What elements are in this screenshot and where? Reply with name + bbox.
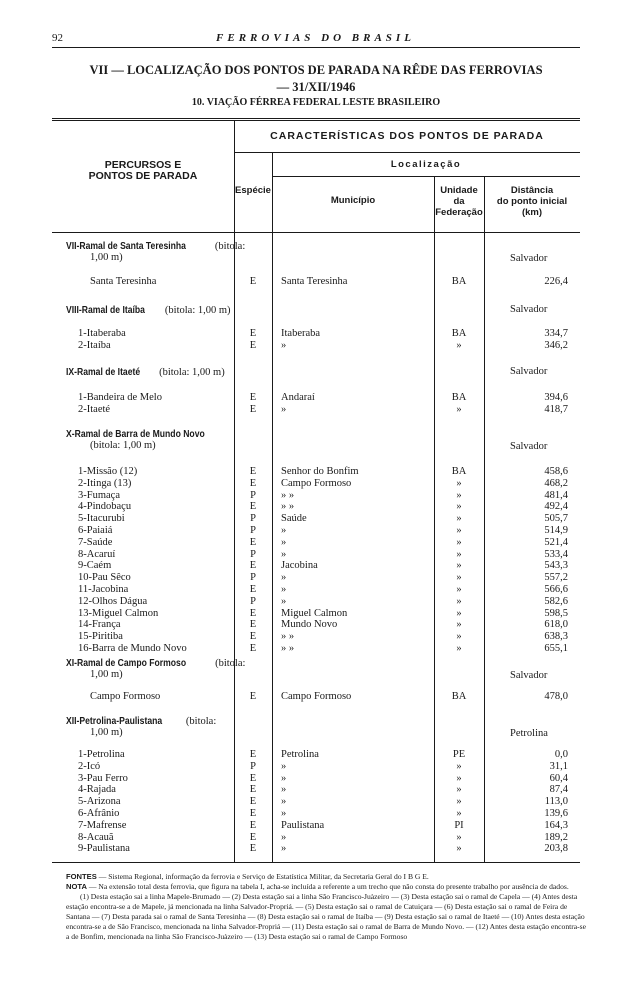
station-name: 8-Acauã	[78, 831, 114, 843]
station-especie: E	[249, 276, 257, 287]
station-name: 1-Bandeira de Melo	[78, 392, 162, 403]
header-especie: Espécie	[235, 185, 271, 196]
station-especie: E	[249, 819, 257, 831]
section-origin: Salvador	[510, 253, 548, 264]
station-km: 557,2	[544, 572, 568, 584]
station-name: 8-Acaruí	[78, 548, 116, 560]
station-municipio: »	[281, 339, 287, 351]
section-origin: Petrolina	[510, 728, 548, 739]
station-name: 4-Pindobaçu	[78, 501, 132, 513]
station-uf: BA	[451, 392, 467, 403]
caracteristicas-rule	[234, 152, 580, 153]
station-municipio: Andaraí	[281, 392, 315, 403]
station-municipio: » »	[281, 501, 295, 513]
station-especie: P	[250, 572, 256, 584]
station-especie: E	[249, 784, 257, 796]
station-name: 6-Afrânio	[78, 808, 120, 819]
station-km: 505,7	[544, 513, 568, 525]
station-name: 1-Petrolina	[78, 749, 125, 760]
station-uf: »	[456, 808, 462, 819]
station-name: Santa Teresinha	[90, 276, 157, 287]
section-heading-line2: 1,00 m)	[90, 669, 123, 680]
station-name: 9-Caém	[78, 560, 112, 572]
header-unidade: Unidade da Federação	[435, 185, 483, 218]
localizacao-rule	[272, 176, 580, 177]
station-municipio: Campo Formoso	[281, 691, 352, 702]
station-especie: E	[249, 691, 257, 702]
station-km: 521,4	[544, 536, 568, 548]
station-municipio: »	[281, 595, 287, 607]
station-km: 31,1	[549, 760, 568, 772]
station-km: 60,4	[549, 772, 568, 784]
station-name: 3-Fumaça	[78, 489, 120, 501]
section-heading: X-Ramal de Barra de Mundo Novo	[66, 428, 205, 440]
station-especie: E	[249, 536, 257, 548]
numbered-footnotes: (1) Desta estação sai a linha Mapele-Brumado — (2) Desta estação sai a linha São Francisco-Juàzeiro — (3) Desta estação sai o ramal de Capela — (4) Antes desta estação encontra-se a de Mapele, já mencionada na linha Salvador-Propriá. — (5) Desta estação sai o ramal de Catuiçara — (6) Desta estação sai o ramal de Feira de Santana — (7) Desta parada sai o ramal de Santa Teresinha — (8) Desta estação sai o ramal de Itaíba — (9) Desta estação sai o ramal de Itaeté — (10) Antes desta estação encontra-se a de São Francisco, mencionada na linha Salvador-Propriá — (11) Desta estação sai o ramal de Barra de Mundo Novo. — (12) Antes desta estação encontra-se a de Bonfim, mencionada na linha São Francisco-Juàzeiro — (13) Desta estação sai o ramal de Campo Formoso	[66, 892, 586, 941]
table-title	[60, 62, 572, 96]
station-uf: »	[456, 477, 462, 489]
station-especie: P	[250, 595, 256, 607]
station-name: 5-Arizona	[78, 796, 121, 808]
station-name: 1-Itaberaba	[78, 328, 126, 339]
station-uf: BA	[451, 276, 467, 287]
station-uf: BA	[451, 328, 467, 339]
station-especie: E	[249, 631, 257, 643]
section-heading-line2: 1,00 m)	[90, 252, 123, 263]
station-name: 7-Saúde	[78, 536, 113, 548]
station-km: 189,2	[544, 831, 568, 843]
station-km: 514,9	[544, 525, 568, 536]
station-uf: »	[456, 784, 462, 796]
station-municipio: » »	[281, 643, 295, 654]
station-municipio: Itaberaba	[281, 328, 321, 339]
station-municipio: Saúde	[281, 513, 307, 525]
station-municipio: »	[281, 536, 287, 548]
table-top-rule-2	[52, 120, 580, 121]
station-uf: »	[456, 772, 462, 784]
header-localizacao: Localização	[390, 159, 462, 170]
station-uf: »	[456, 572, 462, 584]
station-especie: P	[250, 489, 256, 501]
station-uf: »	[456, 643, 462, 654]
station-km: 458,6	[544, 466, 568, 477]
header-caracteristicas: CARACTERÍSTICAS DOS PONTOS DE PARADA	[270, 130, 544, 142]
station-uf: PE	[452, 749, 466, 760]
station-km: 87,4	[549, 784, 568, 796]
station-municipio: »	[281, 796, 287, 808]
station-municipio: Mundo Novo	[281, 619, 338, 631]
station-km: 394,6	[544, 392, 568, 403]
station-km: 655,1	[544, 643, 568, 654]
section-origin: Salvador	[510, 366, 548, 377]
station-especie: E	[249, 392, 257, 403]
station-name: 14-França	[78, 619, 121, 631]
station-municipio: »	[281, 831, 287, 843]
station-km: 0,0	[554, 749, 568, 760]
station-especie: E	[249, 749, 257, 760]
title-line-2: — 31/XII/1946	[276, 80, 356, 94]
station-km: 481,4	[544, 489, 568, 501]
station-uf: »	[456, 560, 462, 572]
station-km: 582,6	[544, 595, 568, 607]
station-municipio: »	[281, 525, 287, 536]
station-municipio: Campo Formoso	[281, 477, 352, 489]
station-name: 2-Itaíba	[78, 339, 111, 351]
station-uf: »	[456, 595, 462, 607]
station-municipio: Miguel Calmon	[281, 607, 348, 619]
station-name: 10-Pau Sêco	[78, 572, 131, 584]
station-km: 418,7	[544, 403, 568, 415]
station-name: 12-Olhos Dágua	[78, 595, 148, 607]
header-percursos: PERCURSOS E PONTOS DE PARADA	[88, 159, 198, 182]
station-name: 7-Mafrense	[78, 819, 127, 831]
station-km: 226,4	[544, 276, 568, 287]
station-km: 478,0	[544, 691, 568, 702]
station-km: 346,2	[544, 339, 568, 351]
header-municipio: Município	[330, 195, 376, 206]
station-municipio: »	[281, 548, 287, 560]
station-municipio: Santa Teresinha	[281, 276, 348, 287]
station-name: 4-Rajada	[78, 784, 116, 796]
station-especie: E	[249, 584, 257, 595]
table-subtitle: 10. VIAÇÃO FÉRREA FEDERAL LESTE BRASILEIRO	[191, 97, 441, 108]
station-especie: E	[249, 339, 257, 351]
station-km: 468,2	[544, 477, 568, 489]
station-uf: »	[456, 631, 462, 643]
section-origin: Salvador	[510, 670, 548, 681]
header-distancia: Distância do ponto inicial (km)	[496, 185, 568, 218]
section-heading: IX-Ramal de Itaeté (bitola: 1,00 m)	[66, 366, 225, 378]
station-especie: E	[249, 643, 257, 654]
station-municipio: »	[281, 784, 287, 796]
station-name: 3-Pau Ferro	[78, 772, 128, 784]
station-especie: E	[249, 477, 257, 489]
table-top-rule	[52, 118, 580, 119]
station-name: 11-Jacobina	[78, 584, 129, 595]
station-name: 2-Itinga (13)	[78, 477, 132, 489]
station-uf: »	[456, 760, 462, 772]
section-heading: VIII-Ramal de Itaíba (bitola: 1,00 m)	[66, 304, 231, 316]
section-heading-line2: (bitola: 1,00 m)	[90, 440, 156, 451]
station-uf: »	[456, 796, 462, 808]
station-name: 13-Miguel Calmon	[78, 607, 159, 619]
station-uf: »	[456, 831, 462, 843]
station-especie: E	[249, 808, 257, 819]
station-especie: P	[250, 525, 256, 536]
station-name: 5-Itacurubi	[78, 513, 125, 525]
station-especie: E	[249, 843, 257, 855]
station-name: 2-Icó	[78, 760, 101, 772]
nota-note: NOTA — Na extensão total desta ferrovia, que figura na tabela I, acha-se incluída a referente a um trecho que não consta do presente trabalho por ausência de dados.	[66, 882, 569, 891]
station-municipio: Jacobina	[281, 560, 318, 572]
station-name: 16-Barra de Mundo Novo	[78, 643, 187, 654]
station-uf: »	[456, 525, 462, 536]
station-uf: »	[456, 584, 462, 595]
station-uf: BA	[451, 466, 467, 477]
station-especie: E	[249, 772, 257, 784]
station-name: 9-Paulistana	[78, 843, 130, 855]
page-number: 92	[52, 32, 63, 44]
station-uf: »	[456, 339, 462, 351]
station-municipio: Petrolina	[281, 749, 319, 760]
station-municipio: »	[281, 760, 287, 772]
table-bottom-rule	[52, 862, 580, 863]
station-uf: »	[456, 513, 462, 525]
header-rule	[52, 47, 580, 48]
station-especie: E	[249, 619, 257, 631]
col-divider-2	[272, 152, 273, 862]
station-municipio: »	[281, 584, 287, 595]
station-km: 543,3	[544, 560, 568, 572]
station-uf: »	[456, 489, 462, 501]
station-uf: »	[456, 619, 462, 631]
station-especie: E	[249, 831, 257, 843]
station-name: Campo Formoso	[90, 691, 161, 702]
station-municipio: Paulistana	[281, 819, 325, 831]
station-municipio: »	[281, 808, 287, 819]
station-km: 618,0	[544, 619, 568, 631]
station-municipio: »	[281, 572, 287, 584]
station-km: 566,6	[544, 584, 568, 595]
station-uf: »	[456, 607, 462, 619]
station-km: 334,7	[544, 328, 568, 339]
station-especie: P	[250, 513, 256, 525]
header-bottom-rule	[52, 232, 580, 233]
section-heading: VII-Ramal de Santa Teresinha (bitola:	[66, 240, 246, 252]
station-municipio: »	[281, 843, 287, 855]
running-head: FERROVIAS DO BRASIL	[216, 32, 415, 44]
station-especie: P	[250, 760, 256, 772]
station-municipio: »	[281, 403, 287, 415]
station-especie: E	[249, 403, 257, 415]
station-uf: PI	[454, 819, 464, 831]
station-name: 6-Paiaiá	[78, 525, 113, 536]
station-uf: »	[456, 501, 462, 513]
station-municipio: »	[281, 772, 287, 784]
station-uf: BA	[451, 691, 467, 702]
station-especie: E	[249, 607, 257, 619]
station-uf: »	[456, 403, 462, 415]
station-name: 15-Piritiba	[78, 631, 123, 643]
title-line-1: VII — LOCALIZAÇÃO DOS PONTOS DE PARADA NA RÊDE DAS FERROVIAS	[89, 63, 543, 77]
station-name: 1-Missão (12)	[78, 466, 138, 477]
station-km: 203,8	[544, 843, 568, 855]
station-municipio: » »	[281, 489, 295, 501]
station-km: 492,4	[544, 501, 568, 513]
station-km: 113,0	[544, 796, 568, 808]
station-especie: P	[250, 548, 256, 560]
station-name: 2-Itaeté	[78, 403, 111, 415]
station-uf: »	[456, 536, 462, 548]
section-heading-line2: 1,00 m)	[90, 727, 123, 738]
station-especie: E	[249, 328, 257, 339]
section-origin: Salvador	[510, 304, 548, 315]
station-km: 533,4	[544, 548, 568, 560]
section-heading: XII-Petrolina-Paulistana (bitola:	[66, 715, 217, 727]
station-uf: »	[456, 843, 462, 855]
station-km: 638,3	[544, 631, 568, 643]
section-heading: XI-Ramal de Campo Formoso (bitola:	[66, 657, 246, 669]
station-especie: E	[249, 796, 257, 808]
station-municipio: » »	[281, 631, 295, 643]
station-km: 598,5	[544, 607, 568, 619]
station-km: 164,3	[544, 819, 568, 831]
station-km: 139,6	[544, 808, 568, 819]
station-municipio: Senhor do Bonfim	[281, 466, 359, 477]
station-uf: »	[456, 548, 462, 560]
fontes-note: FONTES — Sistema Regional, informação da ferrovia e Serviço de Estatística Militar, da Secretaria Geral do I B G E.	[66, 872, 429, 881]
station-especie: E	[249, 466, 257, 477]
station-especie: E	[249, 560, 257, 572]
section-origin: Salvador	[510, 441, 548, 452]
footnotes-block	[66, 872, 586, 942]
station-especie: E	[249, 501, 257, 513]
